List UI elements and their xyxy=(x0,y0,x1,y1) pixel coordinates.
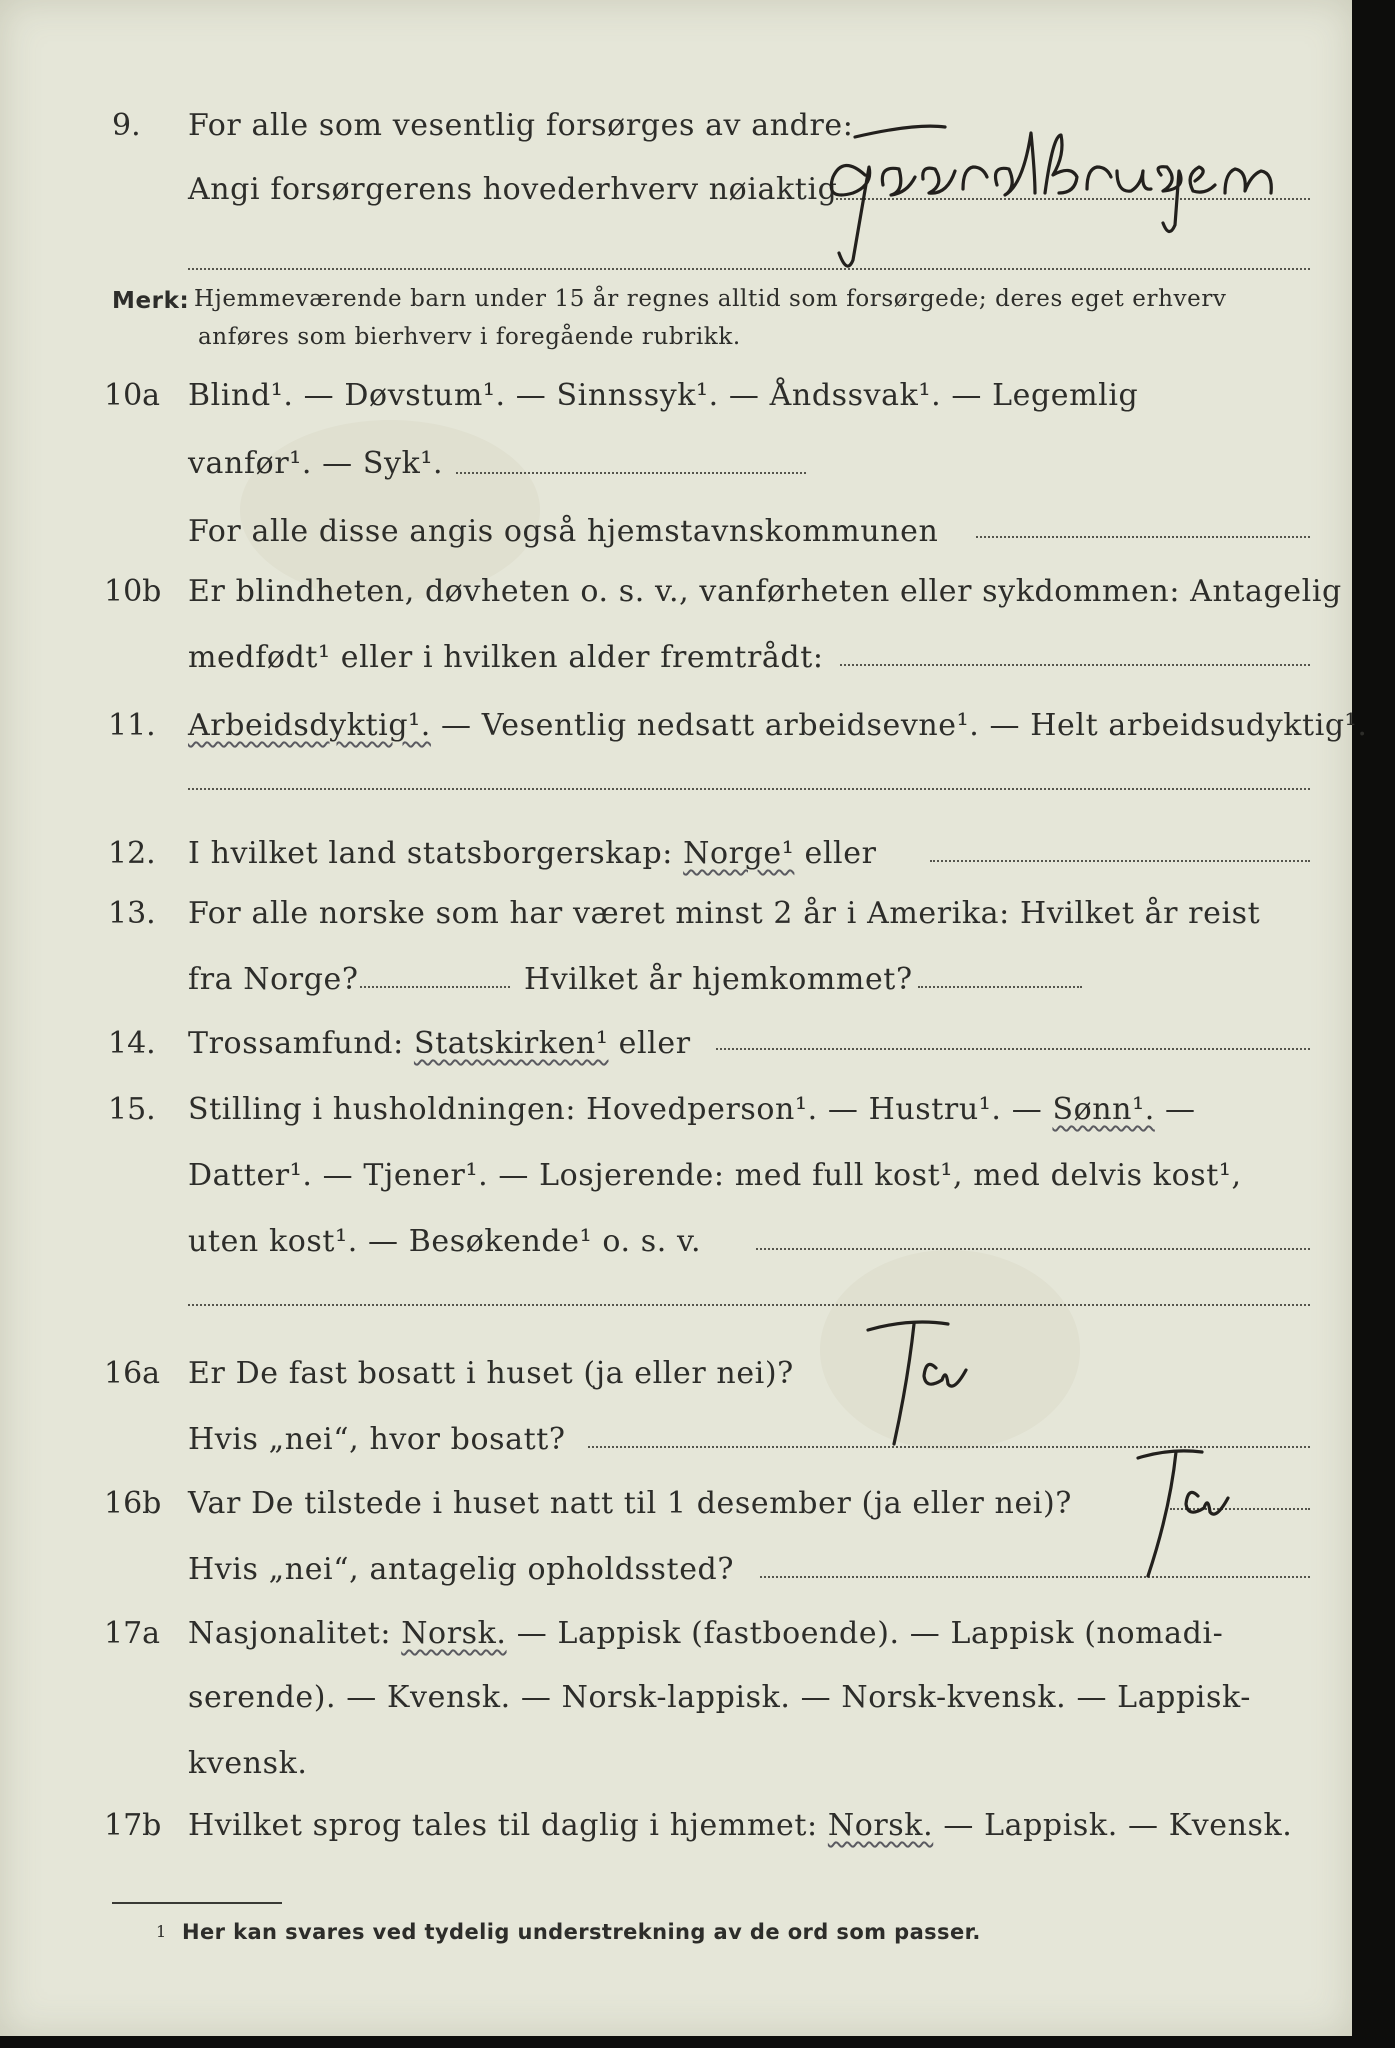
question-number: 17a xyxy=(104,1616,161,1651)
q11-other-options: — Vesentlig nedsatt arbeidsevne¹. — Helt arbeidsudyktig¹. xyxy=(430,708,1368,743)
q17b-selected-option: Norsk. xyxy=(827,1808,934,1843)
q15-line-3: uten kost¹. — Besøkende¹ o. s. v. xyxy=(188,1224,702,1259)
answer-line xyxy=(716,1048,1310,1050)
footnote-text: Her kan svares ved tydelig understrekning av de ord som passer. xyxy=(182,1920,981,1944)
answer-line xyxy=(188,788,1310,790)
answer-line xyxy=(840,664,1310,666)
q9-line-2: Angi forsørgerens hovederhverv nøiaktig xyxy=(188,172,838,207)
q11-selected-option: Arbeidsdyktig¹. xyxy=(188,708,431,743)
q16a-line-2: Hvis „nei“, hvor bosatt? xyxy=(188,1422,566,1457)
q14-alternative: eller xyxy=(608,1026,691,1061)
question-number: 14. xyxy=(108,1026,156,1061)
handwritten-answer-16a xyxy=(850,1310,1010,1460)
q10a-line-1: Blind¹. — Døvstum¹. — Sinnssyk¹. — Åndssvak¹. — Legemlig xyxy=(188,378,1139,413)
q17a-line-2: serende). — Kvensk. — Norsk-lappisk. — Norsk-kvensk. — Lappisk- xyxy=(188,1680,1251,1715)
answer-line xyxy=(456,472,806,474)
q15-options: Stilling i husholdningen: Hovedperson¹. — Hustru¹. — xyxy=(188,1092,1053,1127)
q10a-line-2: vanfør¹. — Syk¹. xyxy=(188,446,444,481)
question-number: 12. xyxy=(108,836,156,871)
answer-line xyxy=(756,1248,1310,1250)
q11-text xyxy=(188,708,1367,743)
q13-line-2a: fra Norge? xyxy=(188,962,359,997)
q15-dash: — xyxy=(1154,1092,1196,1127)
merk-line-1: Hjemmeværende barn under 15 år regnes alltid som forsørgede; deres eget erhverv xyxy=(194,286,1227,312)
q12-question: I hvilket land statsborgerskap: xyxy=(188,836,684,871)
q15-selected-option: Sønn¹. xyxy=(1052,1092,1155,1127)
q16a-line-1: Er De fast bosatt i huset (ja eller nei)? xyxy=(188,1356,794,1391)
q16b-line-1: Var De tilstede i huset natt til 1 desember (ja eller nei)? xyxy=(188,1486,1072,1521)
q12-alternative: eller xyxy=(794,836,877,871)
q10b-line-2: medfødt¹ eller i hvilken alder fremtrådt: xyxy=(188,640,824,675)
q17a-selected-option: Norsk. xyxy=(401,1616,507,1651)
q16b-line-2: Hvis „nei“, antagelig opholdssted? xyxy=(188,1552,735,1587)
handwritten-answer-16b xyxy=(1120,1440,1270,1590)
q13-line-1: For alle norske som har været minst 2 år i Amerika: Hvilket år reist xyxy=(188,896,1261,931)
q14-text xyxy=(188,1026,691,1061)
q12-text xyxy=(188,836,877,871)
q15-line-1 xyxy=(188,1092,1196,1127)
question-number: 17b xyxy=(104,1808,162,1843)
q17b-question: Hvilket sprog tales til daglig i hjemmet: xyxy=(188,1808,828,1843)
q10b-line-1: Er blindheten, døvheten o. s. v., vanførheten eller sykdommen: Antagelig xyxy=(188,574,1342,609)
merk-line-2: anføres som bierhverv i foregående rubrikk. xyxy=(198,324,741,350)
footnote-rule xyxy=(112,1902,282,1904)
question-number: 13. xyxy=(108,896,156,931)
handwritten-answer-q9 xyxy=(795,115,1315,265)
q17a-other-options: — Lappisk (fastboende). — Lappisk (nomadi- xyxy=(506,1616,1224,1651)
q9-line-1: For alle som vesentlig forsørges av andre: xyxy=(188,108,854,143)
answer-line xyxy=(188,1304,1310,1306)
q13-line-2b: Hvilket år hjemkommet? xyxy=(524,962,913,997)
q15-line-2: Datter¹. — Tjener¹. — Losjerende: med full kost¹, med delvis kost¹, xyxy=(188,1158,1242,1193)
question-number: 16a xyxy=(104,1356,161,1391)
question-number: 16b xyxy=(104,1486,162,1521)
q14-selected-option: Statskirken¹ xyxy=(413,1026,609,1061)
question-number: 10b xyxy=(104,574,162,609)
answer-line xyxy=(360,986,510,988)
q14-question: Trossamfund: xyxy=(188,1026,414,1061)
answer-line xyxy=(188,268,1310,270)
q17a-line-3: kvensk. xyxy=(188,1746,308,1781)
q17b-text xyxy=(188,1808,1292,1843)
footnote-mark: 1 xyxy=(156,1922,167,1941)
question-number: 9. xyxy=(112,108,141,143)
q10a-line-3: For alle disse angis også hjemstavnskommunen xyxy=(188,514,939,549)
merk-label: Merk: xyxy=(112,288,190,314)
question-number: 15. xyxy=(108,1092,156,1127)
question-number: 11. xyxy=(108,708,156,743)
q17a-label: Nasjonalitet: xyxy=(188,1616,402,1651)
answer-line xyxy=(918,986,1082,988)
q12-selected-option: Norge¹ xyxy=(683,836,795,871)
q17b-other-options: — Lappisk. — Kvensk. xyxy=(933,1808,1293,1843)
q17a-line-1 xyxy=(188,1616,1223,1651)
answer-line xyxy=(976,536,1310,538)
answer-line xyxy=(930,860,1310,862)
question-number: 10a xyxy=(104,378,161,413)
